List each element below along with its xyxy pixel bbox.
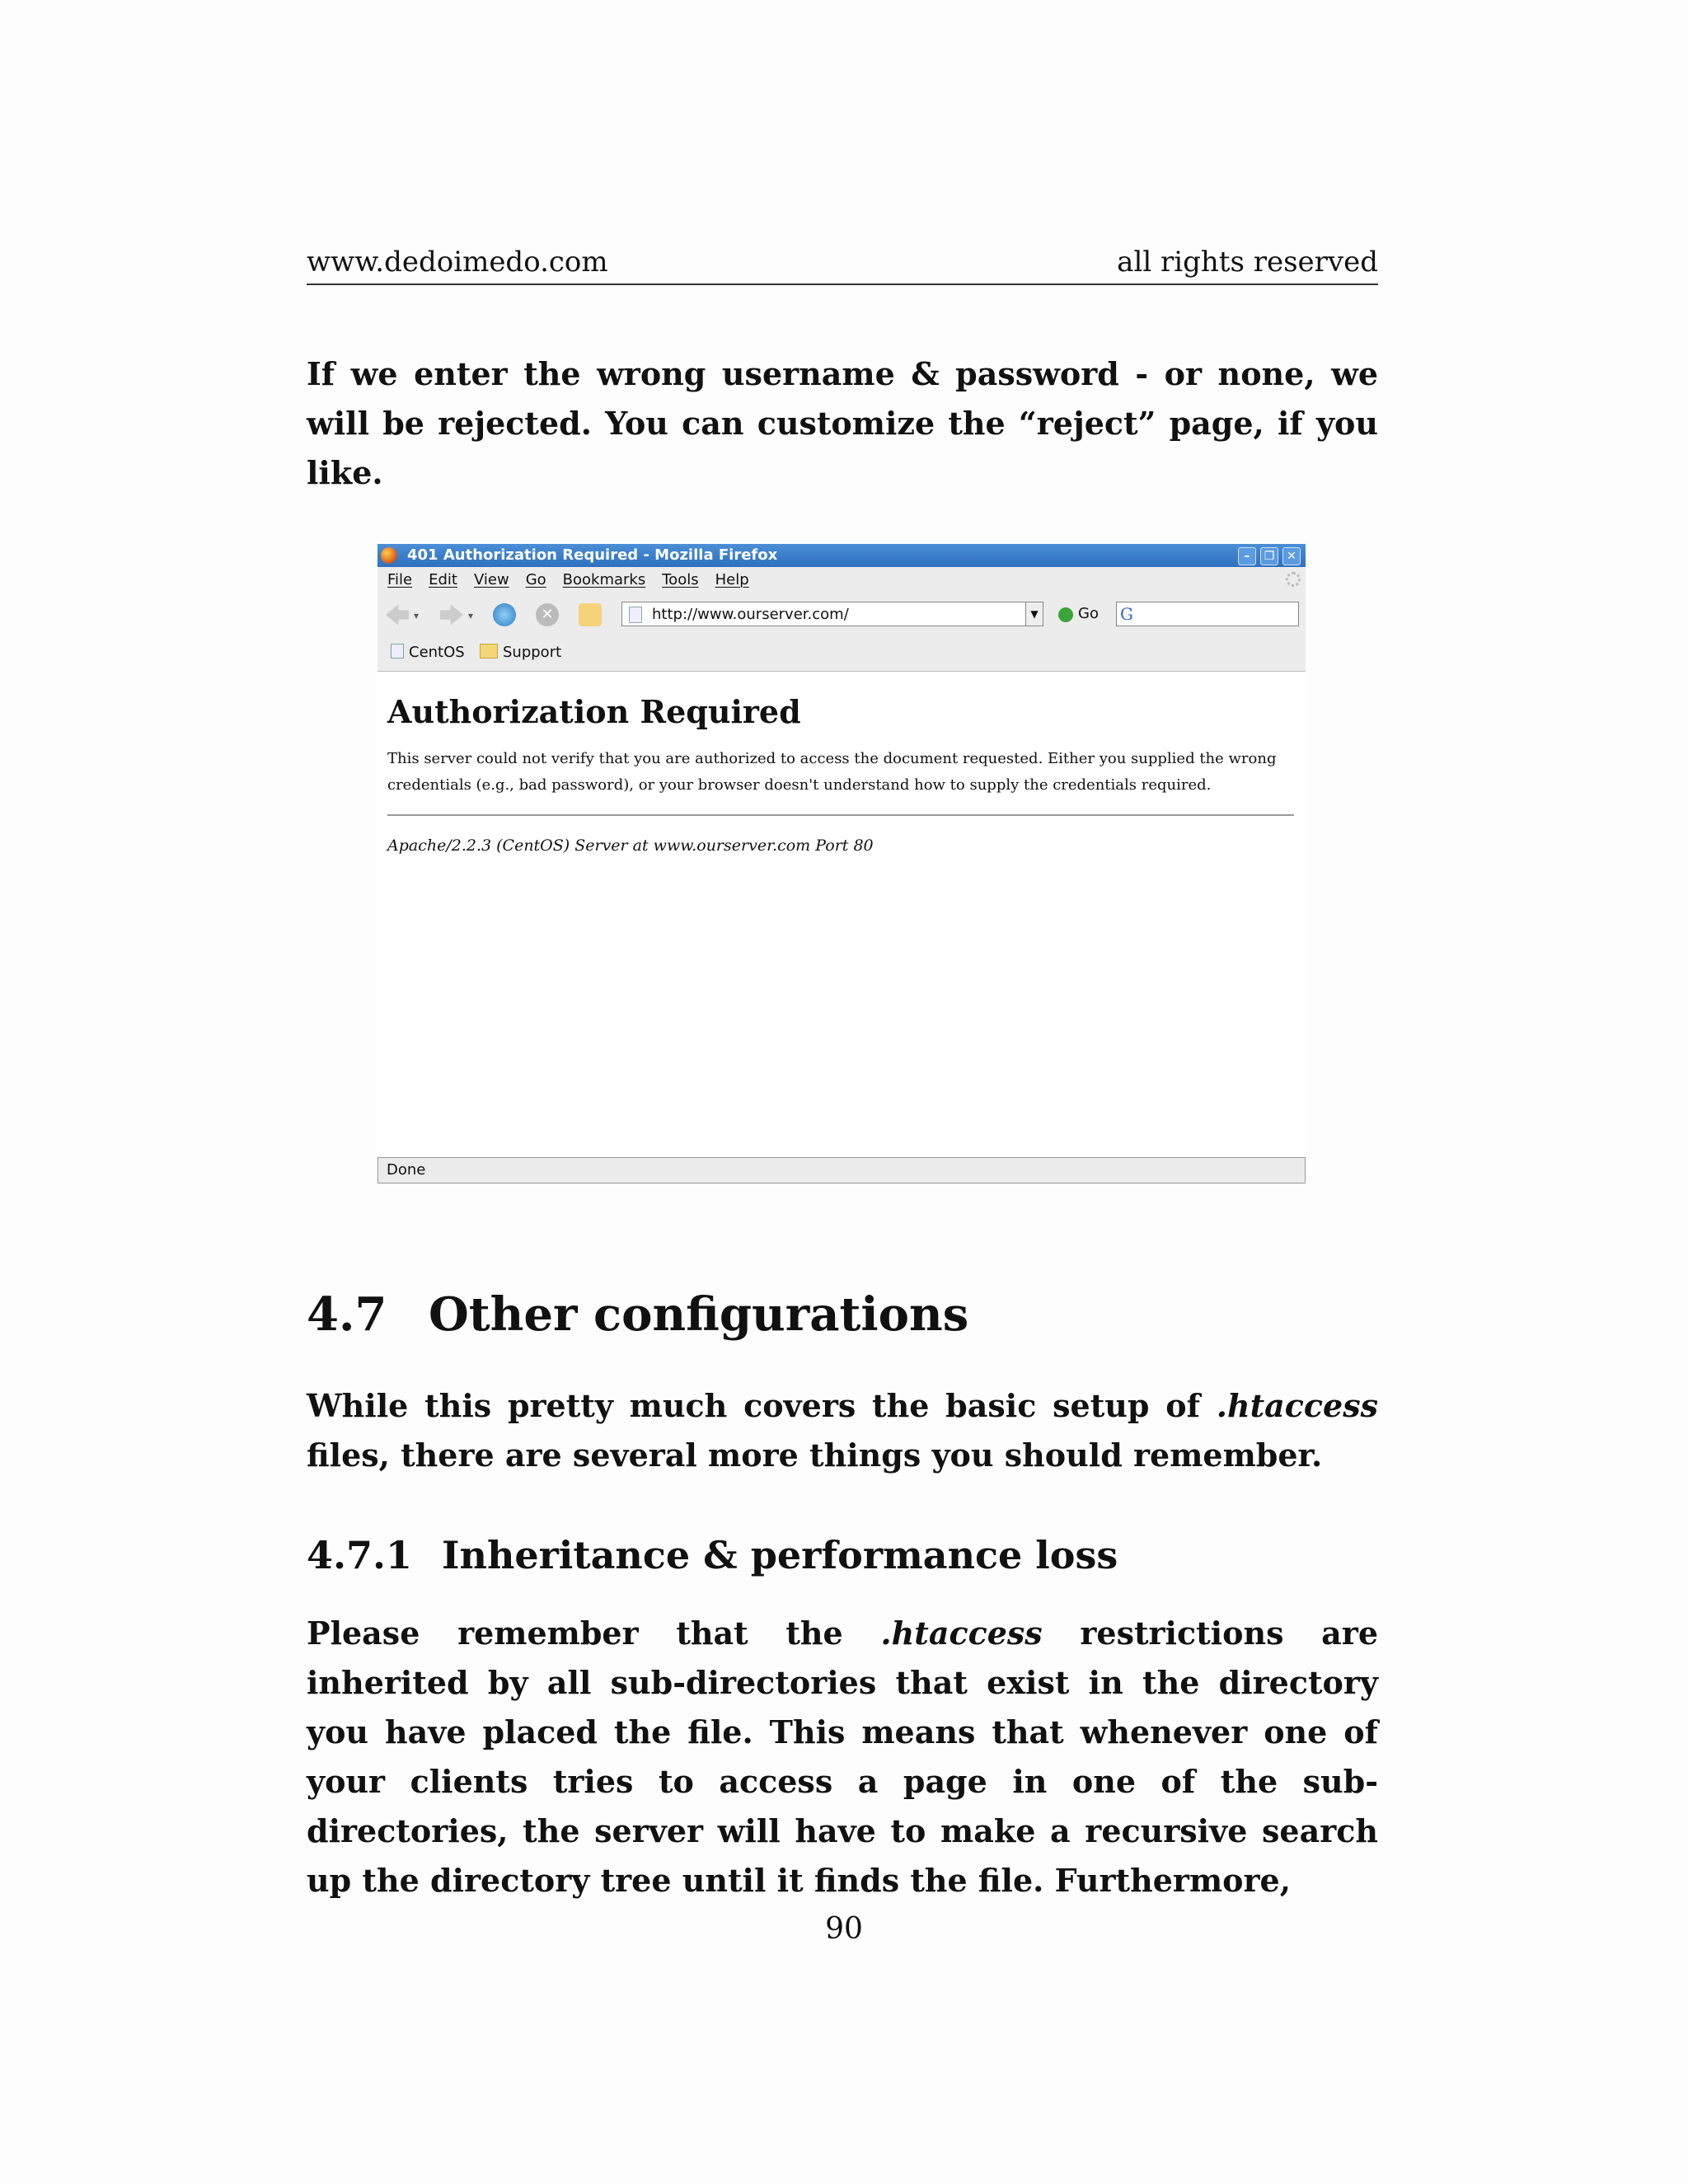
firefox-icon: [381, 547, 397, 564]
header-rights: all rights reserved: [1117, 246, 1378, 279]
subsection-paragraph: [307, 1609, 1378, 1905]
bookmarks-toolbar: [377, 635, 1306, 672]
bookmark-label: CentOS: [409, 644, 465, 661]
server-address: Apache/2.2.3 (CentOS) Server at www.ourserver.com Port 80: [387, 837, 874, 855]
italic-filename: .htaccess: [880, 1615, 1043, 1652]
url-field[interactable]: [621, 602, 1027, 626]
menu-tools[interactable]: Tools: [662, 571, 699, 588]
text-run: While this pretty much covers the basic setup of: [307, 1387, 1217, 1424]
header-site: www.dedoimedo.com: [307, 246, 608, 279]
home-icon[interactable]: [579, 603, 602, 626]
bookmark-centos[interactable]: [391, 635, 465, 671]
browser-titlebar: [377, 544, 1306, 567]
section-heading: [307, 1287, 968, 1342]
reload-icon[interactable]: [493, 603, 516, 626]
divider: [387, 814, 1294, 816]
section-paragraph: [307, 1381, 1378, 1480]
error-message: This server could not verify that you are authorized to access the document requested. Either you supplied the wrong credentials (e.g., bad password), or your browser doesn't understand how to supply the credentials required.: [387, 750, 1277, 794]
text-run: Please remember that the: [307, 1615, 881, 1652]
browser-screenshot: [377, 544, 1306, 1187]
google-search-icon[interactable]: G: [1120, 604, 1133, 624]
intro-paragraph: If we enter the wrong username & password - or none, we will be rejected. You can customize the “reject” page, if you like.: [307, 355, 1378, 491]
go-icon[interactable]: [1058, 607, 1073, 622]
window-title: 401 Authorization Required - Mozilla Firefox: [407, 546, 778, 564]
subsection-number: 4.7.1: [307, 1533, 413, 1577]
menu-file[interactable]: File: [387, 571, 413, 588]
menu-bar: [377, 567, 1306, 593]
forward-dropdown-icon[interactable]: ▾: [468, 610, 474, 621]
folder-icon: [480, 644, 498, 658]
menu-help[interactable]: Help: [715, 571, 749, 588]
forward-arrow-icon[interactable]: [440, 603, 463, 626]
navigation-toolbar: [377, 593, 1306, 635]
bookmark-support[interactable]: [480, 635, 561, 671]
back-arrow-icon[interactable]: [386, 603, 409, 626]
text-run: files, there are several more things you should remember.: [307, 1436, 1323, 1474]
throbber-icon: [1286, 572, 1301, 587]
url-dropdown-icon[interactable]: ▼: [1025, 602, 1043, 626]
go-button[interactable]: Go: [1078, 605, 1099, 622]
status-bar: Done: [377, 1157, 1306, 1183]
search-field[interactable]: [1116, 602, 1299, 626]
page-content: [377, 672, 1306, 1137]
menu-view[interactable]: View: [473, 571, 509, 588]
page-number: 90: [825, 1912, 863, 1946]
subsection-title: Inheritance & performance loss: [442, 1533, 1118, 1577]
bookmark-label: Support: [503, 644, 562, 661]
page-icon: [391, 644, 404, 658]
stop-icon[interactable]: ✕: [536, 603, 559, 626]
menu-bookmarks[interactable]: Bookmarks: [562, 571, 646, 588]
subsection-heading: [307, 1533, 1118, 1577]
menu-edit[interactable]: Edit: [429, 571, 457, 588]
restore-icon[interactable]: ❐: [1260, 547, 1278, 565]
minimize-icon[interactable]: –: [1238, 547, 1256, 565]
running-header: [307, 242, 1378, 285]
url-text: http://www.ourserver.com/: [652, 606, 849, 623]
back-dropdown-icon[interactable]: ▾: [414, 610, 420, 621]
menu-go[interactable]: Go: [525, 571, 546, 588]
text-run: restrictions are inherited by all sub-directories that exist in the directory you have placed the file. This means that whenever one of your clients tries to access a page in one of the sub-directories, the server will have to make a recursive search up the directory tree until it finds the file. Furthermore,: [307, 1615, 1378, 1899]
section-number: 4.7: [307, 1287, 387, 1342]
page-icon: [629, 607, 642, 623]
close-icon[interactable]: ✕: [1282, 547, 1301, 565]
section-title: Other configurations: [429, 1287, 969, 1342]
italic-filename: .htaccess: [1216, 1387, 1378, 1424]
error-heading: Authorization Required: [387, 693, 801, 730]
